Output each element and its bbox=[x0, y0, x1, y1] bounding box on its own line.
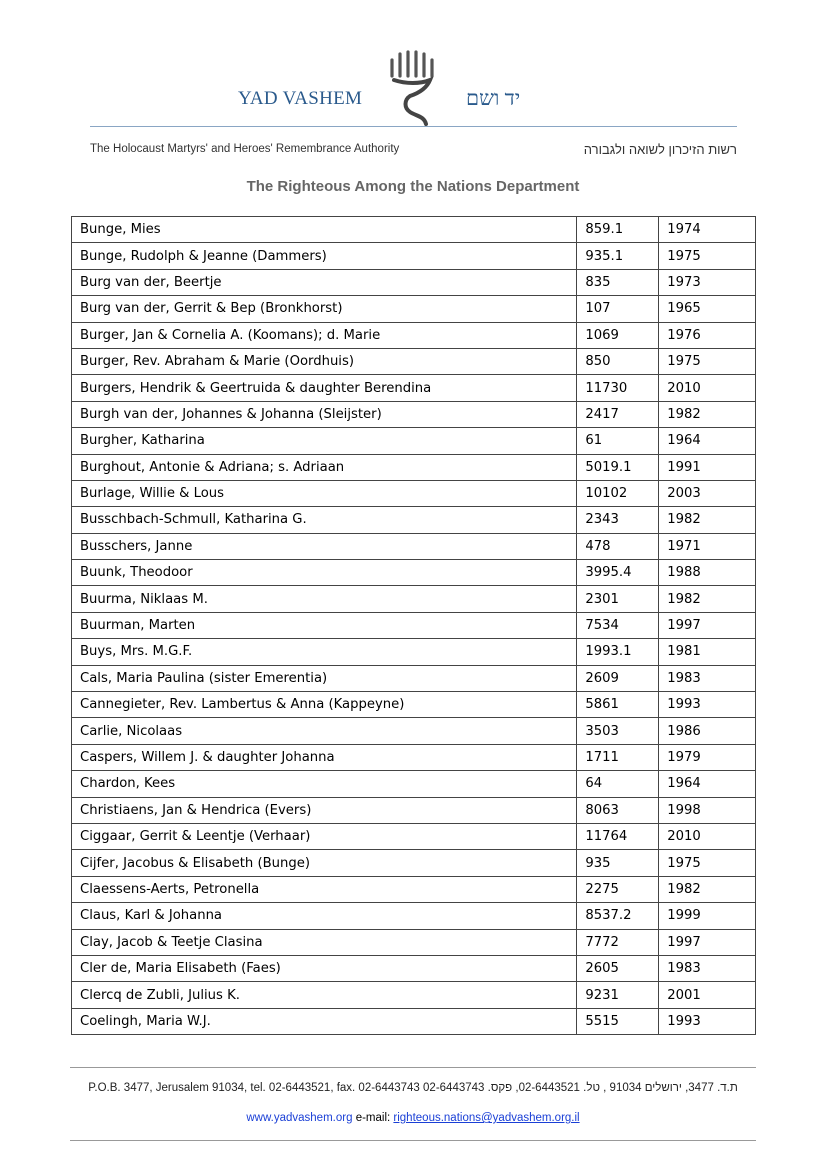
cell-name: Burgher, Katharina bbox=[72, 428, 577, 454]
cell-file-number: 3995.4 bbox=[577, 560, 659, 586]
table-row bbox=[72, 217, 756, 243]
table-row bbox=[72, 771, 756, 797]
cell-year: 1975 bbox=[659, 850, 756, 876]
cell-name: Claessens-Aerts, Petronella bbox=[72, 876, 577, 902]
cell-year: 1993 bbox=[659, 692, 756, 718]
cell-file-number: 5019.1 bbox=[577, 454, 659, 480]
footer-address-english: P.O.B. 3477, Jerusalem 91034, tel. 02-6443521, fax. 02-6443743 bbox=[88, 1082, 420, 1094]
logo-text-english: YAD VASHEM bbox=[238, 88, 363, 109]
cell-year: 1993 bbox=[659, 1008, 756, 1034]
table-row bbox=[72, 401, 756, 427]
table-row bbox=[72, 876, 756, 902]
cell-file-number: 935 bbox=[577, 850, 659, 876]
cell-year: 1991 bbox=[659, 454, 756, 480]
cell-file-number: 8537.2 bbox=[577, 903, 659, 929]
table-row bbox=[72, 955, 756, 981]
cell-year: 1971 bbox=[659, 533, 756, 559]
table-row bbox=[72, 929, 756, 955]
table-row bbox=[72, 348, 756, 374]
cell-year: 1983 bbox=[659, 665, 756, 691]
cell-year: 1973 bbox=[659, 269, 756, 295]
website-link[interactable]: www.yadvashem.org bbox=[246, 1112, 353, 1124]
table-row bbox=[72, 744, 756, 770]
cell-year: 1998 bbox=[659, 797, 756, 823]
cell-file-number: 1069 bbox=[577, 322, 659, 348]
table-row bbox=[72, 797, 756, 823]
footer-divider-bottom bbox=[70, 1140, 756, 1141]
cell-name: Burgh van der, Johannes & Johanna (Sleijster) bbox=[72, 401, 577, 427]
cell-file-number: 1993.1 bbox=[577, 639, 659, 665]
cell-year: 1997 bbox=[659, 929, 756, 955]
cell-file-number: 2301 bbox=[577, 586, 659, 612]
cell-name: Busschbach-Schmull, Katharina G. bbox=[72, 507, 577, 533]
table-row bbox=[72, 269, 756, 295]
cell-year: 1975 bbox=[659, 243, 756, 269]
cell-year: 2010 bbox=[659, 823, 756, 849]
cell-name: Burghout, Antonie & Adriana; s. Adriaan bbox=[72, 454, 577, 480]
table-row bbox=[72, 850, 756, 876]
cell-name: Burg van der, Gerrit & Bep (Bronkhorst) bbox=[72, 296, 577, 322]
department-title: The Righteous Among the Nations Department bbox=[246, 178, 580, 195]
cell-name: Bunge, Rudolph & Jeanne (Dammers) bbox=[72, 243, 577, 269]
table-row bbox=[72, 560, 756, 586]
cell-year: 1988 bbox=[659, 560, 756, 586]
authority-name-hebrew: רשות הזיכרון לשואה ולגבורה bbox=[583, 142, 737, 157]
cell-file-number: 7534 bbox=[577, 612, 659, 638]
cell-year: 1982 bbox=[659, 507, 756, 533]
cell-year: 1965 bbox=[659, 296, 756, 322]
cell-year: 2001 bbox=[659, 982, 756, 1008]
cell-file-number: 11730 bbox=[577, 375, 659, 401]
authority-name-english: The Holocaust Martyrs' and Heroes' Remembrance Authority bbox=[90, 143, 400, 155]
table-row bbox=[72, 823, 756, 849]
cell-name: Christiaens, Jan & Hendrica (Evers) bbox=[72, 797, 577, 823]
cell-name: Ciggaar, Gerrit & Leentje (Verhaar) bbox=[72, 823, 577, 849]
table-row bbox=[72, 296, 756, 322]
header-divider bbox=[90, 126, 737, 127]
cell-name: Buunk, Theodoor bbox=[72, 560, 577, 586]
table-row bbox=[72, 982, 756, 1008]
table-row bbox=[72, 665, 756, 691]
cell-file-number: 7772 bbox=[577, 929, 659, 955]
cell-file-number: 2605 bbox=[577, 955, 659, 981]
cell-file-number: 1711 bbox=[577, 744, 659, 770]
cell-year: 1964 bbox=[659, 771, 756, 797]
cell-year: 1975 bbox=[659, 348, 756, 374]
footer-address-hebrew: ת.ד. 3477, ירושלים 91034 , טל. 02-6443521, פקס. 02-6443743 bbox=[423, 1082, 738, 1094]
cell-name: Buurma, Niklaas M. bbox=[72, 586, 577, 612]
authority-line bbox=[90, 141, 737, 159]
footer-divider-top bbox=[70, 1067, 756, 1068]
cell-name: Caspers, Willem J. & daughter Johanna bbox=[72, 744, 577, 770]
cell-year: 1979 bbox=[659, 744, 756, 770]
cell-year: 1997 bbox=[659, 612, 756, 638]
email-link[interactable]: righteous.nations@yadvashem.org.il bbox=[393, 1112, 580, 1124]
yad-vashem-logo-icon bbox=[386, 50, 438, 128]
cell-name: Burger, Rev. Abraham & Marie (Oordhuis) bbox=[72, 348, 577, 374]
table-row bbox=[72, 243, 756, 269]
table-row bbox=[72, 375, 756, 401]
table-row bbox=[72, 428, 756, 454]
cell-file-number: 2609 bbox=[577, 665, 659, 691]
cell-file-number: 10102 bbox=[577, 480, 659, 506]
table-row bbox=[72, 639, 756, 665]
table-row bbox=[72, 903, 756, 929]
cell-year: 1982 bbox=[659, 401, 756, 427]
cell-file-number: 107 bbox=[577, 296, 659, 322]
cell-file-number: 2275 bbox=[577, 876, 659, 902]
table-row bbox=[72, 1008, 756, 1034]
cell-name: Clay, Jacob & Teetje Clasina bbox=[72, 929, 577, 955]
cell-name: Carlie, Nicolaas bbox=[72, 718, 577, 744]
cell-year: 1981 bbox=[659, 639, 756, 665]
cell-name: Burlage, Willie & Lous bbox=[72, 480, 577, 506]
cell-year: 1982 bbox=[659, 876, 756, 902]
cell-file-number: 935.1 bbox=[577, 243, 659, 269]
cell-year: 1974 bbox=[659, 217, 756, 243]
cell-file-number: 3503 bbox=[577, 718, 659, 744]
cell-year: 1983 bbox=[659, 955, 756, 981]
cell-name: Cannegieter, Rev. Lambertus & Anna (Kappeyne) bbox=[72, 692, 577, 718]
cell-file-number: 61 bbox=[577, 428, 659, 454]
cell-name: Claus, Karl & Johanna bbox=[72, 903, 577, 929]
cell-name: Buurman, Marten bbox=[72, 612, 577, 638]
cell-year: 1964 bbox=[659, 428, 756, 454]
cell-name: Cals, Maria Paulina (sister Emerentia) bbox=[72, 665, 577, 691]
righteous-list-table bbox=[71, 216, 756, 1035]
cell-file-number: 5515 bbox=[577, 1008, 659, 1034]
table-row bbox=[72, 586, 756, 612]
footer-links bbox=[0, 1112, 826, 1124]
table-row bbox=[72, 612, 756, 638]
table-row bbox=[72, 718, 756, 744]
table-row bbox=[72, 480, 756, 506]
cell-name: Burg van der, Beertje bbox=[72, 269, 577, 295]
cell-file-number: 64 bbox=[577, 771, 659, 797]
cell-file-number: 859.1 bbox=[577, 217, 659, 243]
letterhead bbox=[0, 48, 826, 130]
cell-name: Burgers, Hendrik & Geertruida & daughter Berendina bbox=[72, 375, 577, 401]
cell-file-number: 850 bbox=[577, 348, 659, 374]
cell-file-number: 2417 bbox=[577, 401, 659, 427]
cell-file-number: 478 bbox=[577, 533, 659, 559]
table-row bbox=[72, 507, 756, 533]
cell-name: Cler de, Maria Elisabeth (Faes) bbox=[72, 955, 577, 981]
cell-file-number: 8063 bbox=[577, 797, 659, 823]
logo-text-hebrew: יד ושם bbox=[466, 86, 521, 110]
cell-name: Coelingh, Maria W.J. bbox=[72, 1008, 577, 1034]
cell-year: 1986 bbox=[659, 718, 756, 744]
cell-name: Buys, Mrs. M.G.F. bbox=[72, 639, 577, 665]
email-label: e-mail: bbox=[355, 1112, 391, 1124]
cell-name: Busschers, Janne bbox=[72, 533, 577, 559]
footer-address bbox=[0, 1082, 826, 1094]
cell-year: 1976 bbox=[659, 322, 756, 348]
cell-year: 1982 bbox=[659, 586, 756, 612]
cell-year: 2010 bbox=[659, 375, 756, 401]
table-row bbox=[72, 533, 756, 559]
cell-file-number: 835 bbox=[577, 269, 659, 295]
cell-name: Cijfer, Jacobus & Elisabeth (Bunge) bbox=[72, 850, 577, 876]
table-row bbox=[72, 322, 756, 348]
table-row bbox=[72, 692, 756, 718]
cell-name: Bunge, Mies bbox=[72, 217, 577, 243]
cell-year: 2003 bbox=[659, 480, 756, 506]
cell-file-number: 5861 bbox=[577, 692, 659, 718]
cell-name: Clercq de Zubli, Julius K. bbox=[72, 982, 577, 1008]
cell-file-number: 9231 bbox=[577, 982, 659, 1008]
cell-file-number: 2343 bbox=[577, 507, 659, 533]
cell-year: 1999 bbox=[659, 903, 756, 929]
cell-name: Chardon, Kees bbox=[72, 771, 577, 797]
table-row bbox=[72, 454, 756, 480]
cell-file-number: 11764 bbox=[577, 823, 659, 849]
cell-name: Burger, Jan & Cornelia A. (Koomans); d. Marie bbox=[72, 322, 577, 348]
